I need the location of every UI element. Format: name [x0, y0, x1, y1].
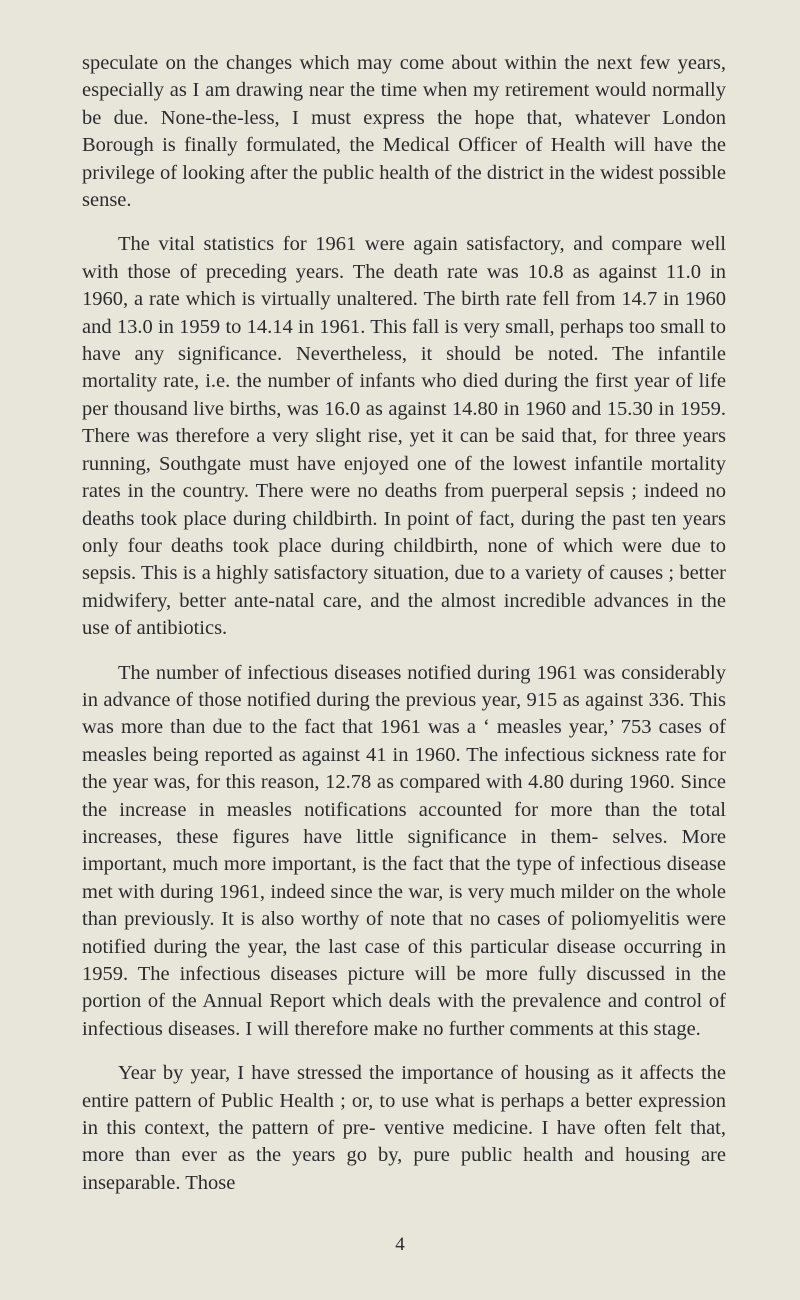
paragraph-4: Year by year, I have stressed the importance of housing as it affects the entire pattern of Public Health ; or, to use what is perhaps a better expression in this context, the pattern of pre- ventive medicine. I have often felt that, more than ever as the years go by, pure public health and housing are inseparable. Those: [82, 1062, 726, 1194]
page-number: 4: [395, 1234, 405, 1255]
paragraph-2: The vital statistics for 1961 were again satisfactory, and compare well with those of preceding years. The death rate was 10.8 as against 11.0 in 1960, a rate which is virtually unaltered. The birth rate fell from 14.7 in 1960 and 13.0 in 1959 to 14.14 in 1961. This fall is very small, perhaps too small to have any significance. Nevertheless, it should be noted. The infantile mortality rate, i.e. the number of infants who died during the first year of life per thousand live births, was 16.0 as against 14.80 in 1960 and 15.30 in 1959. There was therefore a very slight rise, yet it can be said that, for three years running, Southgate must have enjoyed one of the lowest infantile mortality rates in the country. There were no deaths from puerperal sepsis ; indeed no deaths took place during childbirth. In point of fact, during the past ten years only four deaths took place during childbirth, none of which were due to sepsis. This is a highly satisfactory situation, due to a variety of causes ; better midwifery, better ante-natal care, and the almost incredible advances in the use of antibiotics.: [82, 233, 726, 640]
paragraph-1: speculate on the changes which may come about within the next few years, especially as I am drawing near the time when my retirement would normally be due. None-the-less, I must express the hope that, whatever London Borough is finally formulated, the Medical Officer of Health will have the privilege of looking after the public health of the district in the widest possible sense.: [82, 52, 726, 212]
paragraph-3: The number of infectious diseases notified during 1961 was considerably in advance of those notified during the previous year, 915 as against 336. This was more than due to the fact that 1961 was a ‘ measles year,’ 753 cases of measles being reported as against 41 in 1960. The infectious sickness rate for the year was, for this reason, 12.78 as compared with 4.80 during 1960. Since the increase in measles notifications accounted for more than the total increases, these figures have little significance in them- selves. More important, much more important, is the fact that the type of infectious disease met with during 1961, indeed since the war, is very much milder on the whole than previously. It is also worthy of note that no cases of poliomyelitis were notified during the year, the last case of this particular disease occurring in 1959. The infectious diseases picture will be more fully discussed in the portion of the Annual Report which deals with the prevalence and control of infectious diseases. I will therefore make no further comments at this stage.: [82, 661, 726, 1040]
document-page: [82, 50, 726, 1214]
